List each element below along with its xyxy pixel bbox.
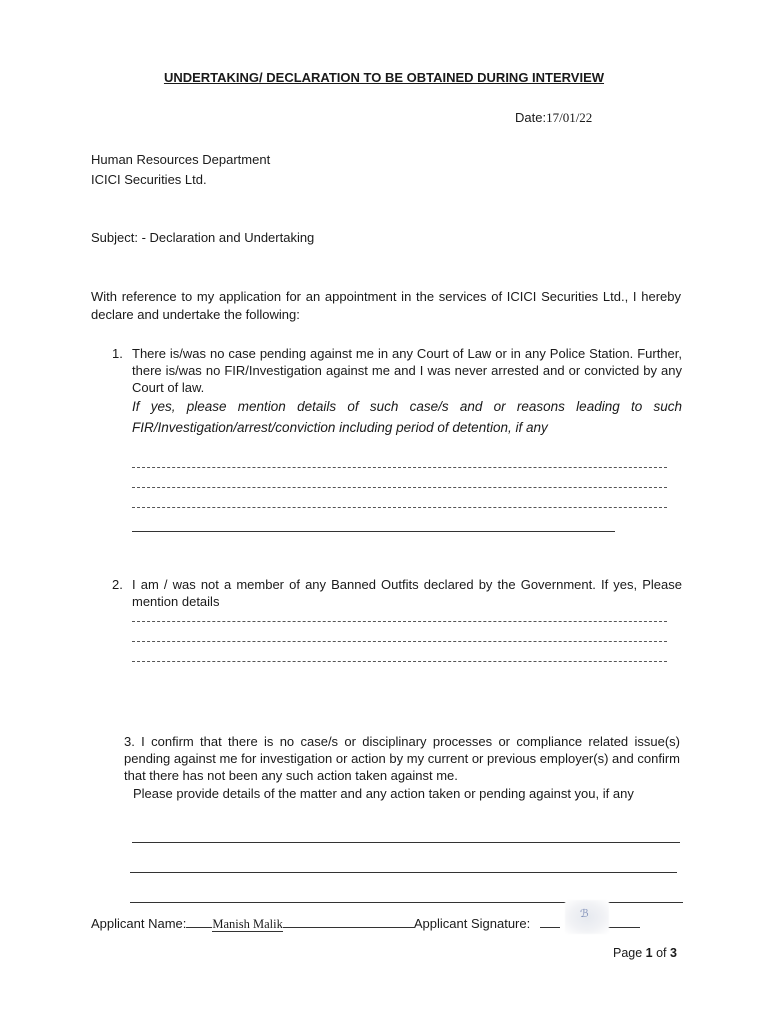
date-value: 17/01/22 (546, 110, 593, 125)
declaration-item-3 (124, 733, 680, 802)
answer-line[interactable] (132, 621, 667, 622)
item-number: 1. (112, 346, 123, 361)
signature-scribble-icon: ℬ (580, 908, 589, 920)
declaration-item-2 (112, 576, 682, 610)
answer-line[interactable] (132, 487, 667, 488)
item-text: I confirm that there is no case/s or disciplinary processes or compliance related issue(s) pending against me for investigation or action by my current or previous employer(s) and confirm that there has not been any such action taken against me. (124, 734, 680, 783)
answer-line[interactable] (132, 531, 615, 532)
item-text: There is/was no case pending against me in any Court of Law or in any Police Station. Further, there is/was no FIR/Investigation against me and I was never arrested and or convicted by any Court of law. (132, 346, 682, 395)
subject-line: Subject: - Declaration and Undertaking (91, 230, 315, 245)
page-prefix: Page (613, 946, 646, 960)
intro-paragraph: With reference to my application for an appointment in the services of ICICI Securities Ltd., I hereby declare and undertake the following: (91, 289, 681, 322)
declaration-item-1 (112, 345, 682, 438)
answer-line[interactable] (130, 872, 677, 873)
item-text: I am / was not a member of any Banned Outfits declared by the Government. If yes, Please mention details (132, 577, 682, 609)
underline (186, 915, 212, 928)
applicant-signature-label: Applicant Signature: (413, 916, 531, 931)
item-note: If yes, please mention details of such case/s and or reasons leading to such FIR/Investigation/arrest/conviction including period of detention, if any (132, 399, 682, 435)
answer-line[interactable] (132, 641, 667, 642)
applicant-name-value[interactable]: Manish Malik (212, 917, 283, 931)
recipient-address (91, 150, 270, 190)
applicant-footer (91, 915, 640, 932)
underline (604, 915, 640, 928)
underline (283, 915, 414, 928)
answer-line[interactable] (132, 507, 667, 508)
address-line-1: Human Resources Department (91, 152, 271, 167)
date-label: Date: (515, 110, 547, 125)
answer-line[interactable] (132, 661, 667, 662)
page-indicator (613, 946, 677, 960)
item-number: 3. (124, 734, 135, 749)
underline (540, 915, 560, 928)
page-current: 1 (645, 946, 653, 960)
page-total: 3 (670, 946, 677, 960)
item-number: 2. (112, 577, 123, 592)
answer-line[interactable] (132, 842, 680, 843)
address-line-2: ICICI Securities Ltd. (91, 172, 207, 187)
applicant-name-label: Applicant Name: (91, 916, 187, 931)
item-note: Please provide details of the matter and any action taken or pending against you, if any (133, 786, 634, 801)
page-of: of (652, 946, 670, 960)
answer-line[interactable] (132, 467, 667, 468)
page-title: UNDERTAKING/ DECLARATION TO BE OBTAINED DURING INTERVIEW (163, 70, 605, 85)
date-line (515, 110, 592, 126)
